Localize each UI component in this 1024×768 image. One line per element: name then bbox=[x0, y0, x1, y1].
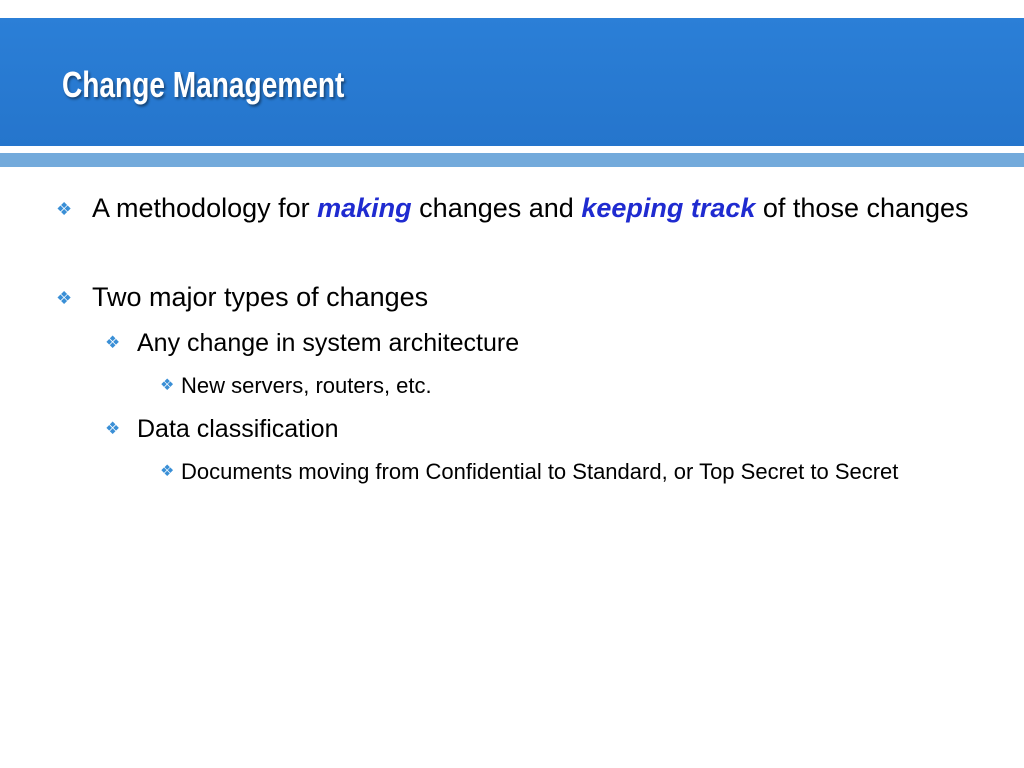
diamond-bullet-icon: ❖ bbox=[56, 288, 73, 308]
diamond-bullet-icon: ❖ bbox=[105, 419, 121, 438]
bullet-text: Data classification bbox=[137, 415, 339, 443]
bullet-text-middle: changes and bbox=[411, 193, 582, 223]
bullet-two-major-types bbox=[56, 277, 980, 317]
bullet-text-suffix: of those changes bbox=[755, 193, 969, 223]
bullet-text: Any change in system architecture bbox=[137, 329, 520, 357]
bullet-text: Documents moving from Confidential to Standard, or Top Secret to Secret bbox=[181, 459, 899, 484]
emphasis-making: making bbox=[317, 193, 412, 223]
bullet-text: New servers, routers, etc. bbox=[181, 373, 432, 398]
bullet-text-prefix: A methodology for bbox=[92, 193, 318, 223]
diamond-bullet-icon: ❖ bbox=[160, 463, 175, 480]
bullet-text: Two major types of changes bbox=[92, 282, 429, 312]
bullet-new-servers bbox=[160, 369, 980, 403]
bullet-methodology bbox=[56, 188, 980, 228]
diamond-bullet-icon: ❖ bbox=[160, 377, 175, 394]
bullet-data-classification bbox=[105, 412, 980, 446]
bullet-documents-moving bbox=[160, 455, 980, 489]
diamond-bullet-icon: ❖ bbox=[105, 333, 121, 352]
slide-title: Change Management bbox=[62, 64, 345, 105]
title-stripe bbox=[0, 153, 1024, 167]
bullet-system-architecture bbox=[105, 326, 980, 360]
emphasis-keeping-track: keeping track bbox=[581, 193, 756, 223]
diamond-bullet-icon: ❖ bbox=[56, 199, 73, 219]
